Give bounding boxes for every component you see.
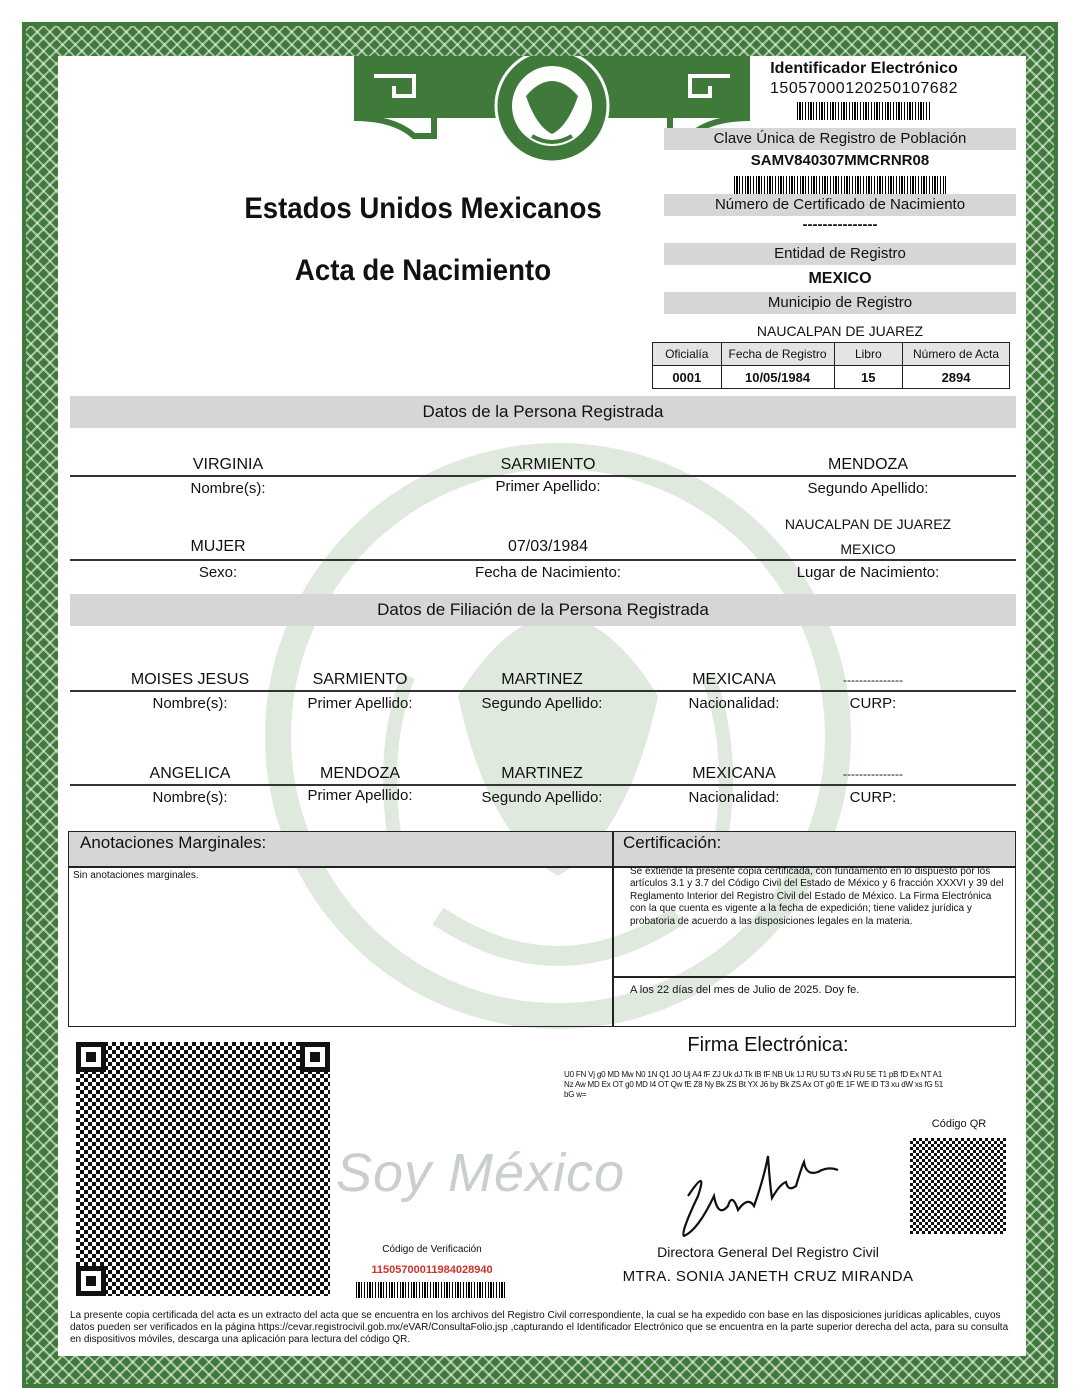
entity-value: MEXICO	[808, 270, 872, 287]
birth-place-label: Lugar de Nacimiento:	[796, 564, 940, 581]
registry-header: Número de Acta	[903, 343, 1010, 366]
registry-header: Fecha de Registro	[721, 343, 834, 366]
birth-date-label: Fecha de Nacimiento:	[475, 564, 621, 581]
first-surname-label: Primer Apellido:	[495, 478, 601, 495]
registry-value: 10/05/1984	[721, 366, 834, 389]
parent2-second-surname-label: Segundo Apellido:	[481, 789, 603, 806]
parent2-nationality: MEXICANA	[692, 765, 776, 782]
handwritten-signature-icon	[668, 1126, 858, 1242]
registry-value: 2894	[903, 366, 1010, 389]
certification-date: A los 22 días del mes de Julio de 2025. Doy fe.	[630, 984, 860, 996]
cert-label: Número de Certificado de Nacimiento	[664, 194, 1016, 216]
parent1-first-surname: SARMIENTO	[312, 671, 408, 688]
birth-place-state: MEXICO	[840, 541, 896, 557]
parent1-nationality-label: Nacionalidad:	[688, 695, 780, 712]
electronic-id-barcode	[797, 102, 931, 120]
qr-label: Código QR	[931, 1118, 987, 1130]
parent1-curp-label: CURP:	[849, 695, 897, 712]
divider	[614, 976, 1015, 978]
footer-disclaimer: La presente copia certificada del acta es un extracto del acta que se encuentra en los archivos del Registro Civil correspondiente, la cual se ha expedido con base en las disposiciones jurídicas aplicables, cuyos datos pueden ser verificados en la página https://cevar.registrocivil.gob.mx/eVAR/ConsultaFolio.jsp ,capturando el Identificador Electrónico que se encuentra en la parte superior derecha del acta, para su consulta en dispositivos móviles, descarga una aplicación para lectura del código QR.	[70, 1310, 1009, 1345]
certificate-page	[58, 56, 1026, 1356]
divider	[612, 831, 614, 1027]
verification-label: Código de Verificación	[382, 1244, 482, 1255]
parent1-name-label: Nombre(s):	[152, 695, 228, 712]
parent1-curp: ---------------	[843, 673, 903, 687]
qr-finder-icon	[76, 1266, 106, 1296]
slogan: Soy México	[336, 1143, 626, 1203]
registry-value: 0001	[653, 366, 722, 389]
qr-finder-icon	[76, 1042, 106, 1072]
birth-place-municipality: NAUCALPAN DE JUAREZ	[784, 516, 952, 532]
divider	[70, 690, 1016, 692]
certification-title: Certificación:	[623, 833, 722, 852]
signature-title: Firma Electrónica:	[687, 1034, 849, 1056]
parent1-first-surname-label: Primer Apellido:	[307, 695, 413, 712]
curp-label: Clave Única de Registro de Población	[664, 128, 1016, 150]
curp-barcode	[734, 176, 946, 194]
parent2-name: ANGELICA	[149, 765, 231, 782]
person-birth-date: 07/03/1984	[507, 538, 589, 555]
signer-name: MTRA. SONIA JANETH CRUZ MIRANDA	[622, 1268, 914, 1285]
municipality-value: NAUCALPAN DE JUAREZ	[756, 323, 924, 339]
country-title: Estados Unidos Mexicanos	[244, 192, 602, 225]
signature-hash: U0 FN Vj g0 MD Mw N0 1N Q1 JO Uj A4 fF ZJ Uk dJ Tk lB fF NB Uk 1J RU 5U T3 xN RU 5E T1 pB fD Ex NT A1 Nz Aw MD Ex OT g0 MD I4 OT Qw fE Z8 Ny Bk ZS Bt YX J6 by Bk ZS Ax OT g0 fE 1F WE lD T3 xu dW xs fG 51 bG w=	[564, 1070, 944, 1099]
parent2-second-surname: MARTINEZ	[501, 765, 583, 782]
registry-table	[652, 342, 1010, 389]
divider	[70, 784, 1016, 786]
person-second-surname: MENDOZA	[828, 456, 908, 473]
signer-role: Directora General Del Registro Civil	[657, 1244, 879, 1260]
electronic-id-label: Identificador Electrónico	[770, 60, 958, 77]
qr-finder-icon	[300, 1042, 330, 1072]
electronic-id: 15057000120250107682	[770, 80, 958, 97]
annotations-text: Sin anotaciones marginales.	[73, 870, 199, 881]
cert-value: ---------------	[802, 216, 878, 233]
parent1-second-surname-label: Segundo Apellido:	[481, 695, 603, 712]
entity-label: Entidad de Registro	[664, 243, 1016, 265]
person-section-header: Datos de la Persona Registrada	[70, 396, 1016, 428]
filiation-section-header: Datos de Filiación de la Persona Registrada	[70, 594, 1016, 626]
small-qr-code	[910, 1138, 1006, 1234]
registry-header: Libro	[834, 343, 903, 366]
person-sex: MUJER	[190, 538, 246, 555]
sex-label: Sexo:	[198, 564, 238, 581]
divider	[70, 475, 1016, 477]
parent2-curp: ---------------	[843, 767, 903, 781]
second-surname-label: Segundo Apellido:	[807, 480, 929, 497]
document-title: Acta de Nacimiento	[294, 254, 552, 287]
person-name: VIRGINIA	[192, 456, 264, 473]
parent1-nationality: MEXICANA	[692, 671, 776, 688]
verification-code: 115057000119840289​40	[371, 1264, 493, 1276]
municipality-label: Municipio de Registro	[664, 292, 1016, 314]
parent1-second-surname: MARTINEZ	[501, 671, 583, 688]
person-first-surname: SARMIENTO	[500, 456, 596, 473]
certification-text: Se extiende la presente copia certificada, con fundamento en lo dispuesto por los artículos 3.1 y 3.7 del Código Civil del Estado de México y 6 fracción XXXVI y 39 del Reglamento Interior del Registro Civil del Estado de México. La Firma Electrónica con la que cuenta es vigente a la fecha de expedición; tiene validez jurídica y probatoria de acuerdo a las disposiciones legales en la materia.	[630, 866, 1004, 927]
divider	[70, 559, 1016, 561]
verification-qr-code	[76, 1042, 330, 1296]
parent2-curp-label: CURP:	[849, 789, 897, 806]
verification-barcode	[356, 1282, 506, 1298]
name-label: Nombre(s):	[190, 480, 266, 497]
registry-value: 15	[834, 366, 903, 389]
parent2-name-label: Nombre(s):	[152, 789, 228, 806]
annotations-title: Anotaciones Marginales:	[80, 833, 267, 852]
registry-header: Oficialía	[653, 343, 722, 366]
parent1-name: MOISES JESUS	[130, 671, 250, 688]
curp-value: SAMV840307MMCRNR08	[750, 152, 930, 169]
parent2-first-surname-label: Primer Apellido:	[307, 787, 413, 804]
parent2-nationality-label: Nacionalidad:	[688, 789, 780, 806]
parent2-first-surname: MENDOZA	[320, 765, 400, 782]
